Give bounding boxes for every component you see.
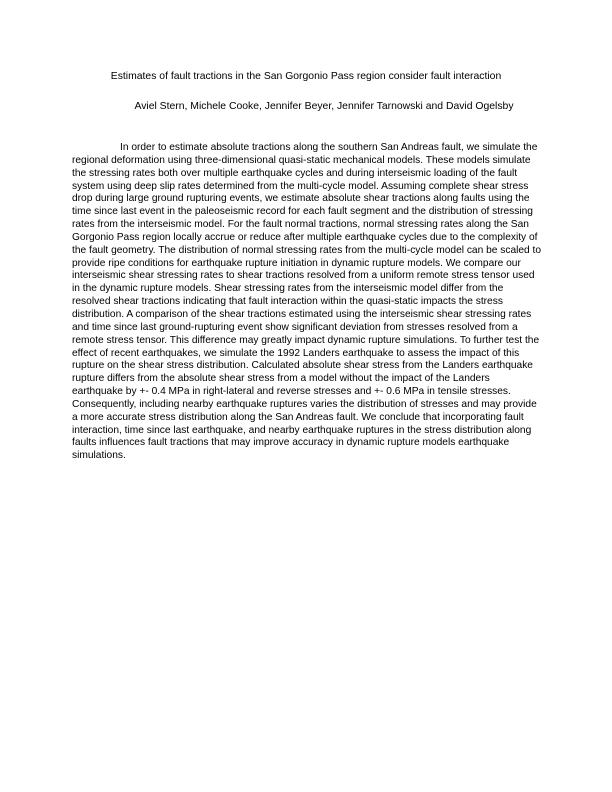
author-list: Aviel Stern, Michele Cooke, Jennifer Beyer, Jennifer Tarnowski and David Ogelsby bbox=[134, 101, 514, 112]
abstract-paragraph: In order to estimate absolute tractions along the southern San Andreas fault, we simulate the regional deformation using three-dimensional quasi-static mechanical models. These models simulate the stressing rates both over multiple earthquake cycles and during interseismic loading of the fault system using deep slip rates determined from the multi-cycle model. Assuming complete shear stress drop during large ground rupturing events, we estimate absolute shear tractions along faults using the time since last event in the paleoseismic record for each fault segment and the distribution of stressing rates from the interseismic model. For the fault normal tractions, normal stressing rates along the San Gorgonio Pass region locally accrue or reduce after multiple earthquake cycles due to the complexity of the fault geometry. The distribution of normal stressing rates from the multi-cycle model can be scaled to provide ripe conditions for earthquake rupture initiation in dynamic rupture models. We compare our interseismic shear stressing rates to shear tractions resolved from a uniform remote stress tensor used in the dynamic rupture models. Shear stressing rates from the interseismic model differ from the resolved shear tractions indicating that fault interaction within the quasi-static impacts the stress distribution. A comparison of the shear tractions estimated using the interseismic shear stressing rates and time since last ground-rupturing event show significant deviation from stresses resolved from a remote stress tensor. This difference may greatly impact dynamic rupture simulations. To further test the effect of recent earthquakes, we simulate the 1992 Landers earthquake to assess the impact of this rupture on the shear stress distribution. Calculated absolute shear stress from the Landers earthquake rupture differs from the absolute shear stress from a model without the impact of the Landers earthquake by +- 0.4 MPa in right-lateral and reverse stresses and +- 0.6 MPa in tensile stresses. Consequently, including nearby earthquake ruptures varies the distribution of stresses and may provide a more accurate stress distribution along the San Andreas fault. We conclude that incorporating fault interaction, time since last earthquake, and nearby earthquake ruptures in the stress distribution along faults influences fault tractions that may improve accuracy in dynamic rupture models earthquake simulations. bbox=[72, 142, 542, 462]
document-title: Estimates of fault tractions in the San Gorgonio Pass region consider fault interaction bbox=[110, 71, 502, 82]
